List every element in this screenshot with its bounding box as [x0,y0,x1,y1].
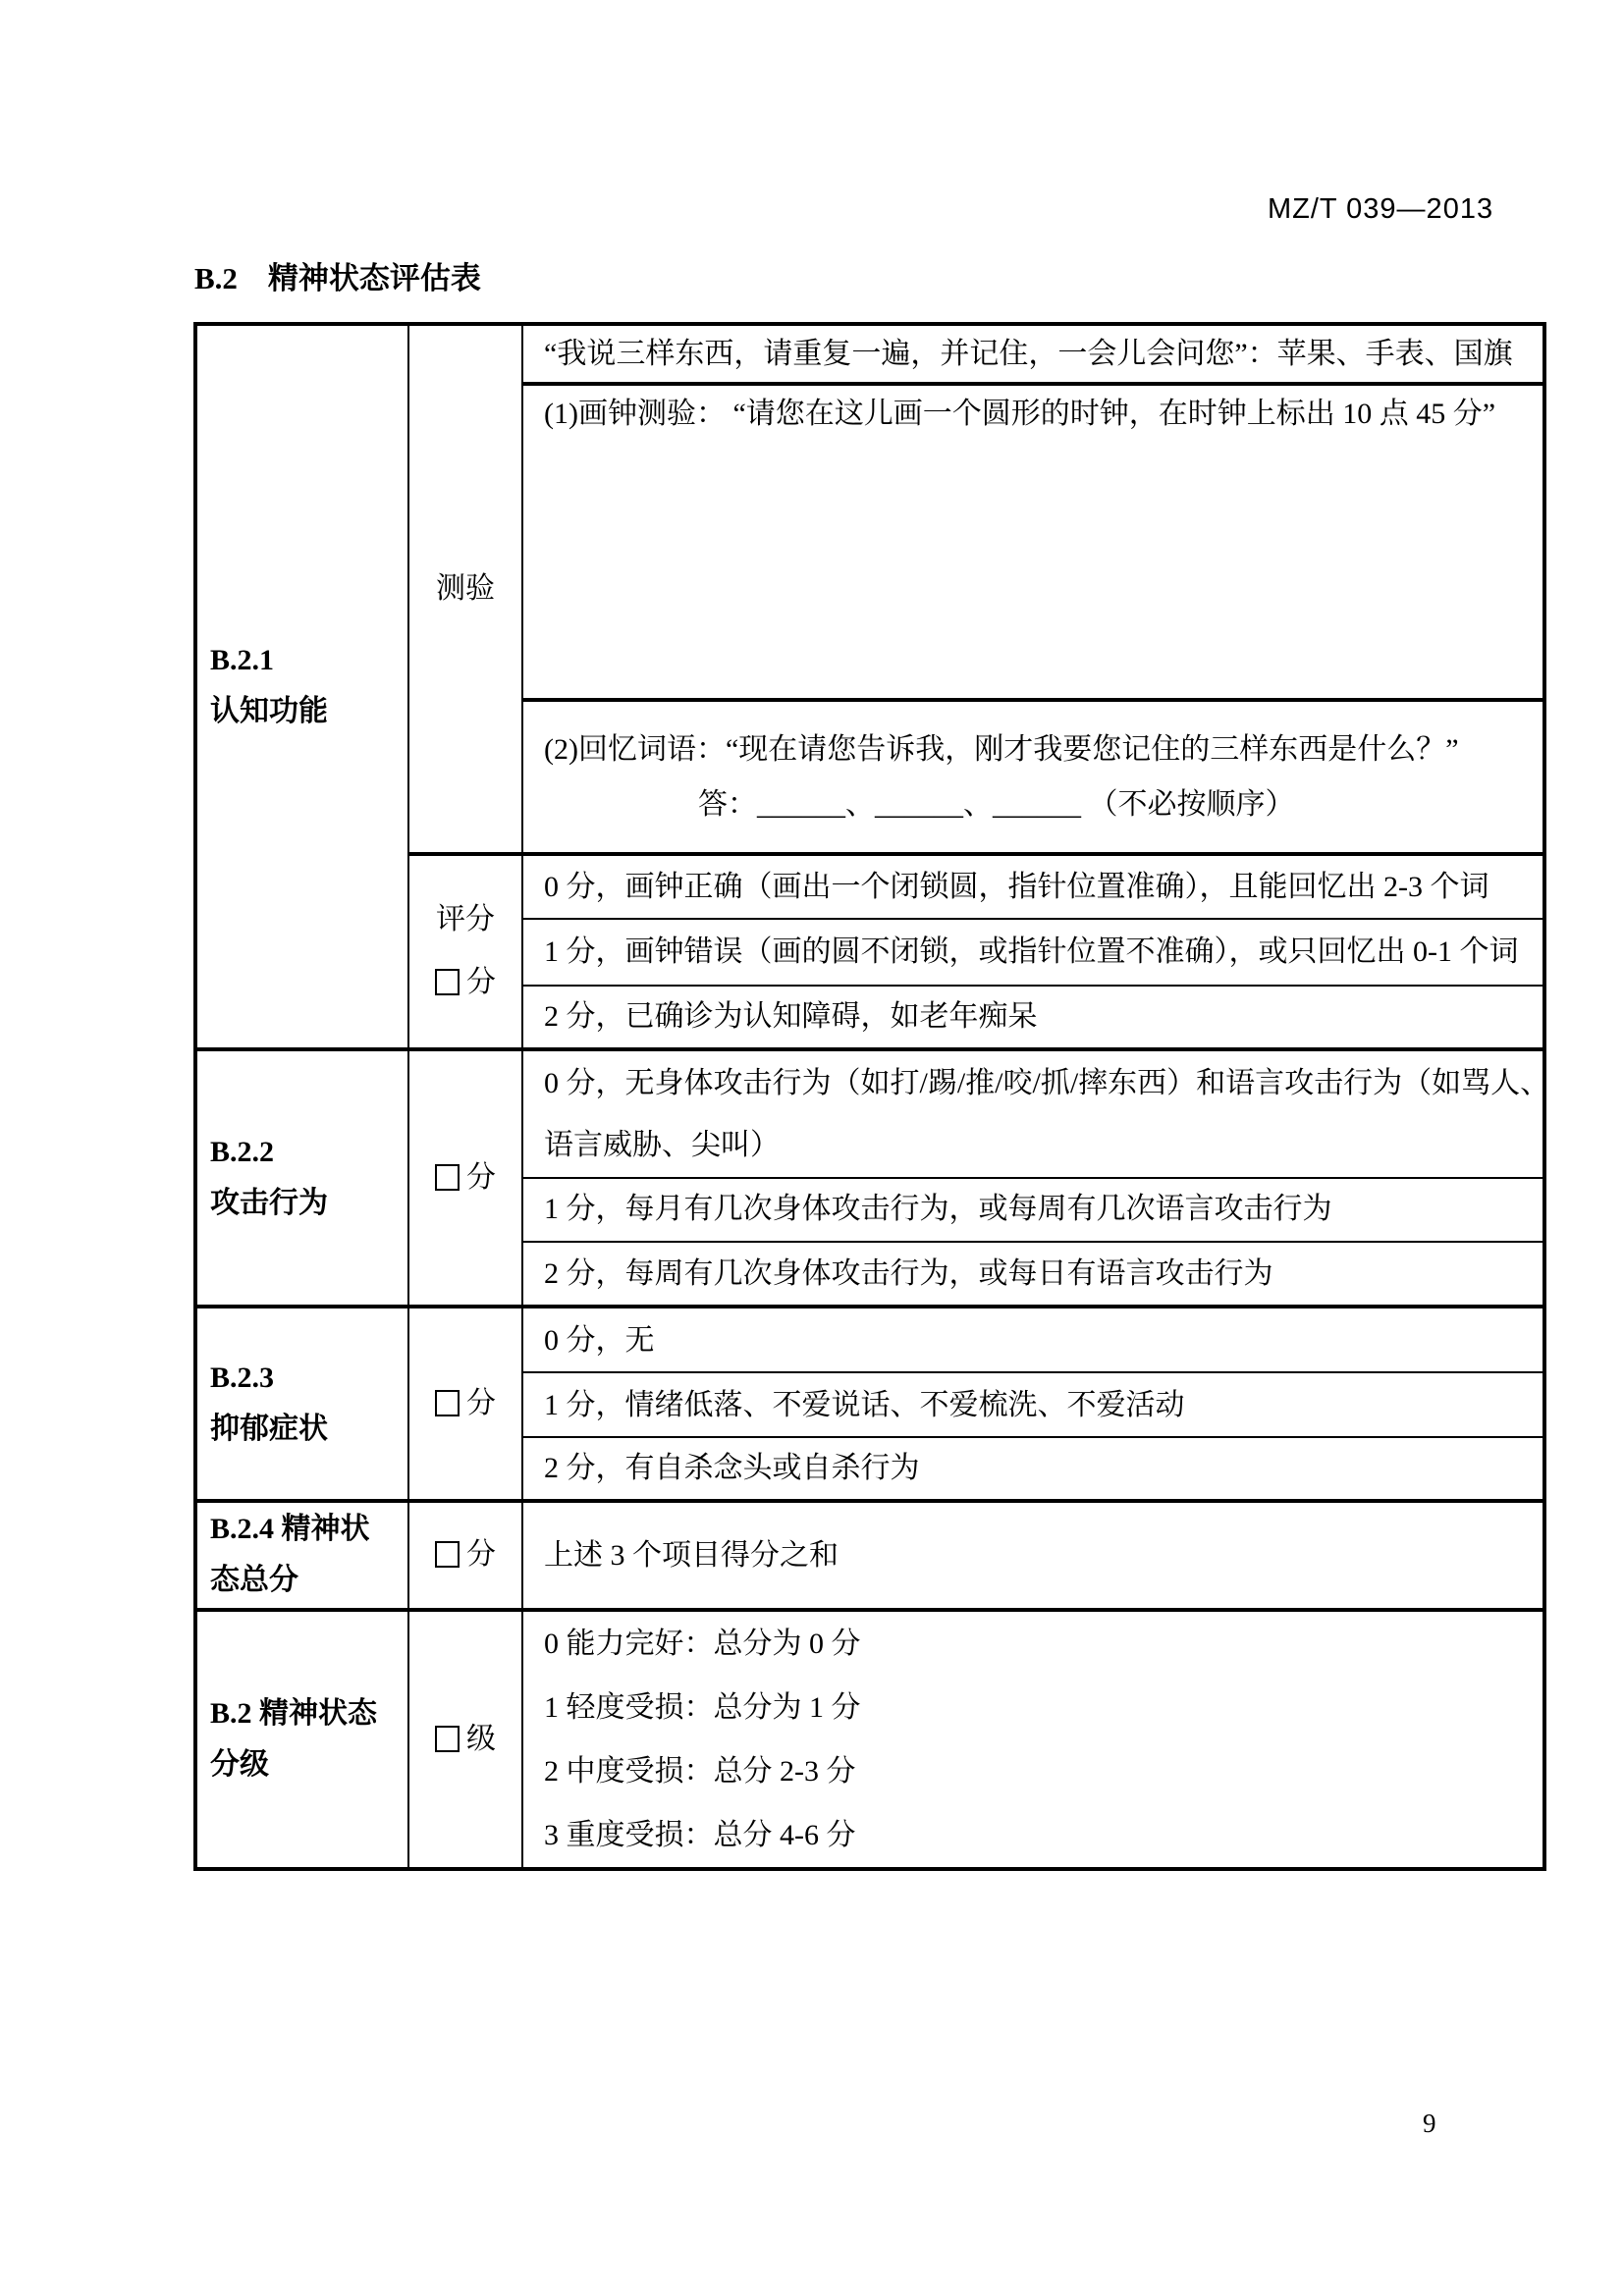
section-b23 [197,1305,1543,1498]
b21-clock-test-text: (1)画钟测验： “请您在这儿画一个圆形的时钟，在时钟上标出 10 点 45 分” [544,398,1496,430]
b23-score-checkbox[interactable] [435,1390,460,1416]
b21-recall-answer-line: 答：______、______、______ （不必按顺序） [698,787,1295,821]
section-b21 [197,326,1543,1047]
b21-score0-text: 0 分，画钟正确（画出一个闭锁圆，指针位置准确），且能回忆出 2-3 个词 [544,870,1489,903]
b21-item-label [197,326,409,1047]
b23-score-cell [409,1308,523,1498]
b21-test-band [409,326,1543,852]
b24-item-label [197,1503,409,1609]
b21-repeat-instruction: “我说三样东西，请重复一遍，并记住，一会儿会问您”：苹果、手表、国旗 [544,337,1513,370]
b21-score2-text: 2 分，已确诊为认知障碍，如老年痴呆 [544,1000,1038,1034]
table-row [523,1177,1543,1241]
section-heading: B.2 精神状态评估表 [194,261,481,295]
b2grade-grade3: 3 重度受损：总分 4-6 分 [544,1819,856,1851]
table-row [523,1612,1543,1867]
b24-score-checkbox[interactable] [435,1541,460,1568]
b22-code: B.2.2 [210,1135,275,1168]
b22-score-box-line [435,1147,496,1209]
b21-test-label: 测验 [436,572,495,605]
b23-score0-text: 0 分，无 [544,1323,655,1357]
b21-recall-question: (2)回忆词语：“现在请您告诉我，刚才我要您记住的三样东西是什么？” [544,732,1459,766]
table-row [523,326,1543,382]
b23-name: 抑郁症状 [210,1412,328,1445]
b2grade-grade1: 1 轻度受损：总分为 1 分 [544,1691,861,1724]
table-row [523,918,1543,985]
b2grade-grade0: 0 能力完好：总分为 0 分 [544,1628,861,1660]
table-row [523,382,1543,698]
b21-score-rows [523,856,1543,1047]
b23-score-box-line [435,1372,496,1435]
page-number: 9 [1423,2109,1436,2138]
b24-score-box-line [435,1523,496,1586]
b2grade-content-cell [523,1612,1543,1867]
b21-test-rows [523,326,1543,852]
b21-score-box-line [435,951,496,1014]
b22-item-label [197,1051,409,1306]
b22-name: 攻击行为 [210,1186,328,1219]
b2grade-level-cell [409,1612,523,1867]
b23-code: B.2.3 [210,1361,275,1394]
b21-code: B.2.1 [210,644,275,677]
b2grade-level-unit: 级 [466,1723,496,1755]
section-b24 [197,1499,1543,1609]
b22-score2-text: 2 分，每周有几次身体攻击行为，或每日有语言攻击行为 [544,1256,1273,1290]
b2grade-item-label [197,1612,409,1867]
b22-score-cell [409,1051,523,1306]
b23-score-rows [523,1308,1543,1498]
b23-item-label [197,1308,409,1498]
b24-code-line2: 态总分 [210,1564,298,1597]
b21-right [409,326,1543,1047]
b21-score-cell [409,856,523,1047]
b2grade-level-checkbox[interactable] [435,1726,460,1752]
b22-score1-text: 1 分，每月有几次身体攻击行为，或每周有几次语言攻击行为 [544,1193,1332,1226]
standard-code: MZ/T 039—2013 [1268,193,1494,225]
b2grade-grade2: 2 中度受损：总分 2-3 分 [544,1755,856,1788]
b24-score-unit: 分 [466,1538,496,1572]
b24-code-line1: B.2.4 精神状 [210,1513,370,1546]
section-b22 [197,1047,1550,1306]
b2grade-box-line [435,1708,496,1771]
table-row [523,698,1543,852]
table-row [523,985,1543,1047]
table-row [523,1436,1543,1498]
b22-score0-line1: 0 分，无身体攻击行为（如打/踢/推/咬/抓/摔东西）和语言攻击行为（如骂人、 [544,1066,1550,1099]
b22-score-checkbox[interactable] [435,1164,460,1191]
b2grade-code-line2: 分级 [210,1748,269,1781]
b24-content-cell [523,1503,1543,1609]
table-row [523,1503,1543,1609]
section-b2-grade [197,1608,1543,1867]
b23-score2-text: 2 分，有自杀念头或自杀行为 [544,1452,920,1485]
b2grade-code-line1: B.2 精神状态 [210,1697,378,1730]
b21-name: 认知功能 [210,695,328,728]
b21-score-band [409,852,1543,1047]
b24-content-text: 上述 3 个项目得分之和 [544,1538,839,1572]
b22-score-rows [523,1051,1550,1306]
mental-state-assessment-table [193,322,1550,1871]
b21-test-cell [409,326,523,852]
table-row [523,1241,1543,1306]
b21-score-checkbox[interactable] [435,969,460,995]
table-row [523,1371,1543,1436]
b21-score-unit: 分 [466,966,496,999]
table-row [523,856,1543,918]
table-row [523,1308,1543,1371]
b22-score0-line2: 语言威胁、尖叫） [544,1128,780,1161]
table-row [523,1051,1550,1177]
b23-score-unit: 分 [466,1386,496,1419]
b24-score-cell [409,1503,523,1609]
b22-score-unit: 分 [466,1160,496,1194]
b21-score-caption: 评分 [436,903,495,936]
b21-score1-text: 1 分，画钟错误（画的圆不闭锁，或指针位置不准确），或只回忆出 0-1 个词 [544,935,1519,969]
b23-score1-text: 1 分，情绪低落、不爱说话、不爱梳洗、不爱活动 [544,1388,1185,1421]
